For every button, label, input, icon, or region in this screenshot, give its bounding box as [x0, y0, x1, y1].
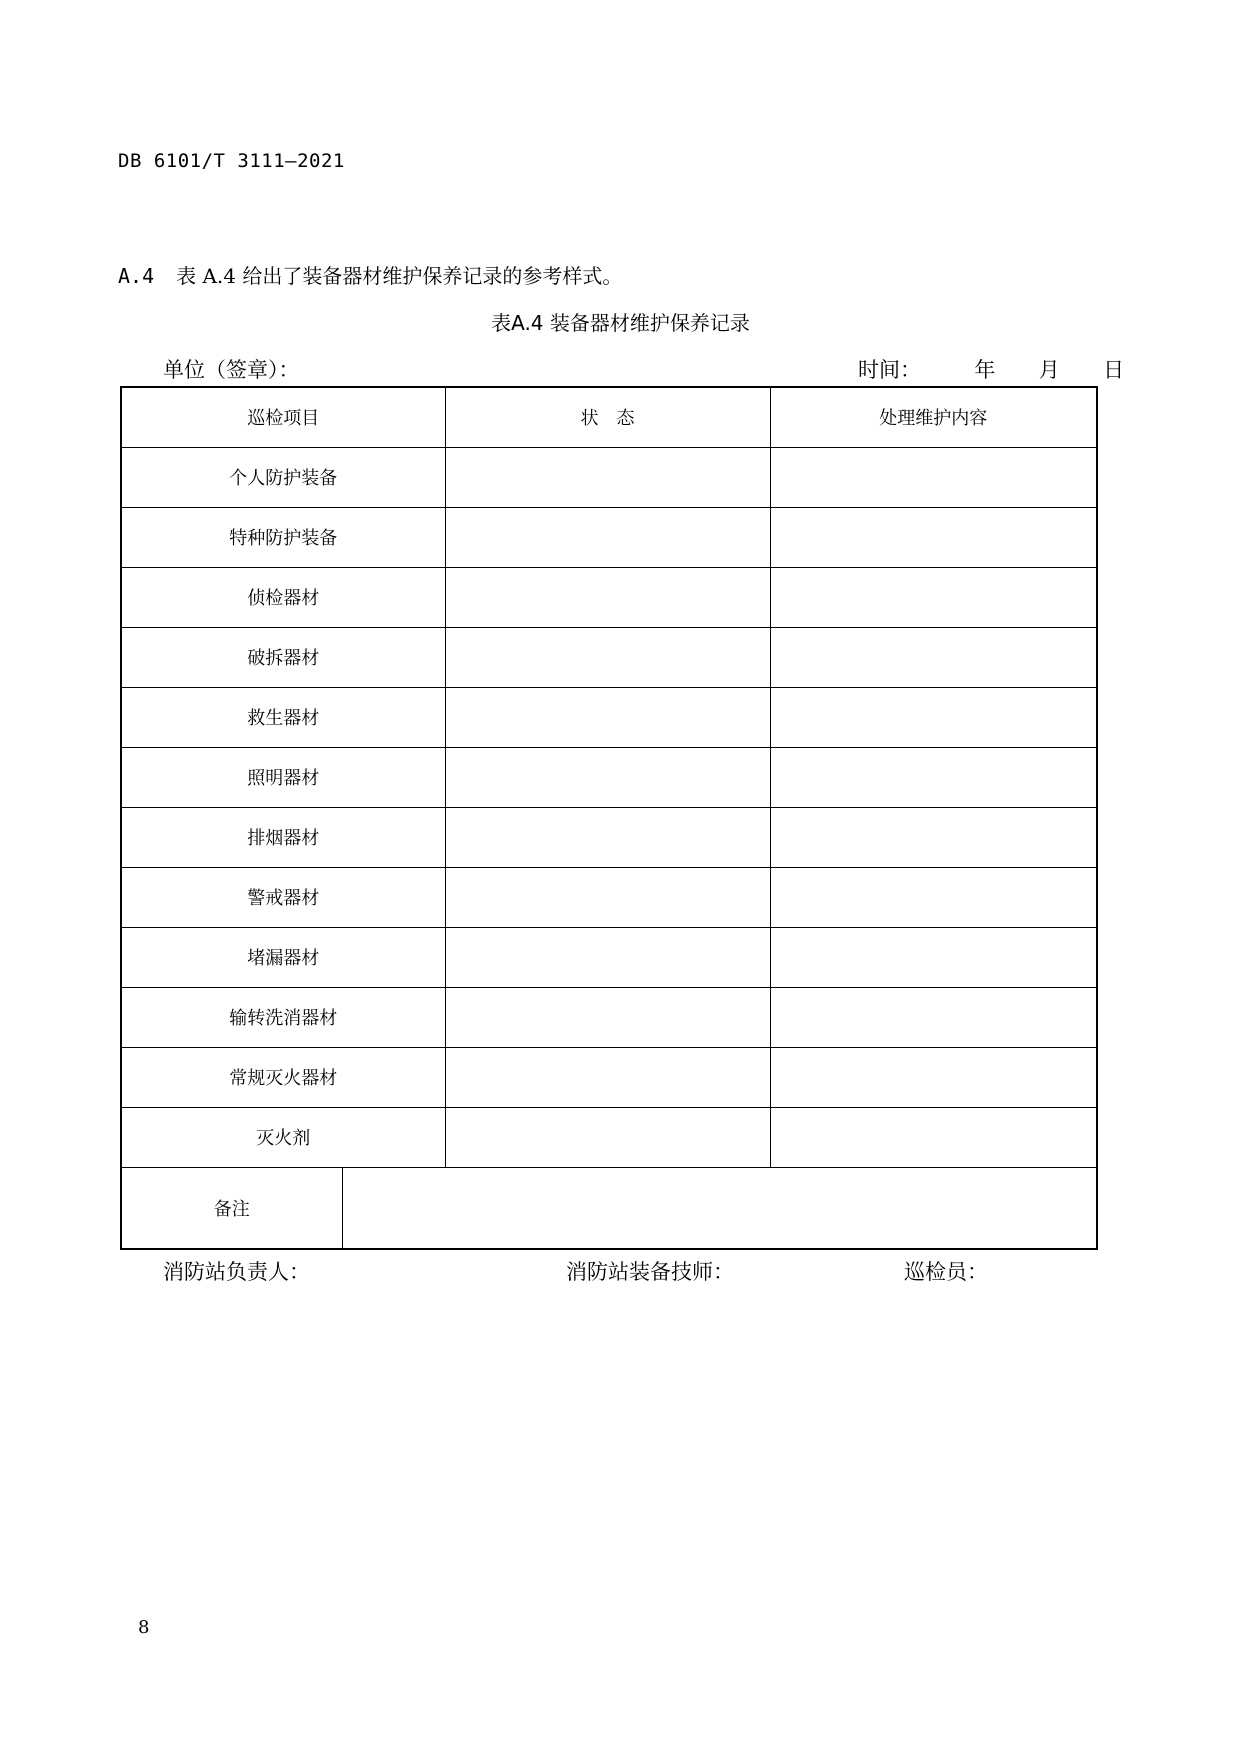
clause-paragraph: [118, 260, 622, 289]
inspector-label: 巡检员：: [904, 1260, 988, 1284]
status-cell[interactable]: [445, 1047, 770, 1107]
item-cell: 破拆器材: [121, 627, 445, 687]
status-cell[interactable]: [445, 507, 770, 567]
status-cell[interactable]: [445, 867, 770, 927]
table-row: [121, 807, 1097, 867]
status-cell[interactable]: [445, 447, 770, 507]
maintenance-cell[interactable]: [770, 747, 1097, 807]
maintenance-cell[interactable]: [770, 1047, 1097, 1107]
table-row: [121, 747, 1097, 807]
remark-cell[interactable]: [342, 1167, 1097, 1249]
maintenance-cell[interactable]: [770, 627, 1097, 687]
maintenance-cell[interactable]: [770, 507, 1097, 567]
item-cell: 灭火剂: [121, 1107, 445, 1167]
item-cell: 侦检器材: [121, 567, 445, 627]
day-label: 日: [1103, 358, 1125, 382]
table-row: [121, 1107, 1097, 1167]
status-cell[interactable]: [445, 627, 770, 687]
document-code: DB 6101/T 3111—2021: [118, 150, 345, 172]
item-cell: 堵漏器材: [121, 927, 445, 987]
month-label: 月: [1038, 358, 1060, 382]
unit-signature-label: 单位（签章）：: [163, 358, 300, 382]
table-title: 表A.4 装备器材维护保养记录: [491, 311, 750, 335]
header-maintenance-content: 处理维护内容: [770, 387, 1097, 447]
table-row: [121, 627, 1097, 687]
table-row: [121, 1047, 1097, 1107]
table-row: [121, 507, 1097, 567]
item-cell: 输转洗消器材: [121, 987, 445, 1047]
item-cell: 个人防护装备: [121, 447, 445, 507]
status-cell[interactable]: [445, 687, 770, 747]
status-cell[interactable]: [445, 987, 770, 1047]
table-row: [121, 567, 1097, 627]
status-cell[interactable]: [445, 567, 770, 627]
header-status: 状 态: [445, 387, 770, 447]
status-cell[interactable]: [445, 1107, 770, 1167]
table-row: [121, 447, 1097, 507]
table-row: [121, 687, 1097, 747]
header-inspection-item: 巡检项目: [121, 387, 445, 447]
maintenance-cell[interactable]: [770, 807, 1097, 867]
remark-row: [121, 1167, 1097, 1249]
date-line: [858, 354, 1124, 384]
status-cell[interactable]: [445, 807, 770, 867]
maintenance-cell[interactable]: [770, 447, 1097, 507]
maintenance-cell[interactable]: [770, 987, 1097, 1047]
remark-label: 备注: [121, 1167, 342, 1249]
maintenance-cell[interactable]: [770, 1107, 1097, 1167]
maintenance-cell[interactable]: [770, 927, 1097, 987]
table-row: [121, 927, 1097, 987]
page-number: 8: [138, 1617, 150, 1638]
clause-number: A.4: [118, 264, 155, 288]
station-head-label: 消防站负责人：: [163, 1260, 310, 1284]
technician-label: 消防站装备技师：: [566, 1260, 734, 1284]
table-row: [121, 987, 1097, 1047]
maintenance-cell[interactable]: [770, 867, 1097, 927]
table-row: [121, 867, 1097, 927]
clause-text: 表 A.4 给出了装备器材维护保养记录的参考样式。: [176, 264, 623, 288]
item-cell: 照明器材: [121, 747, 445, 807]
status-cell[interactable]: [445, 747, 770, 807]
year-label: 年: [974, 358, 996, 382]
maintenance-record-table: [120, 386, 1098, 1250]
item-cell: 特种防护装备: [121, 507, 445, 567]
table-header-row: [121, 387, 1097, 447]
signature-line: [163, 1256, 1093, 1286]
status-cell[interactable]: [445, 927, 770, 987]
item-cell: 常规灭火器材: [121, 1047, 445, 1107]
item-cell: 救生器材: [121, 687, 445, 747]
maintenance-cell[interactable]: [770, 567, 1097, 627]
maintenance-cell[interactable]: [770, 687, 1097, 747]
item-cell: 排烟器材: [121, 807, 445, 867]
item-cell: 警戒器材: [121, 867, 445, 927]
time-label: 时间：: [858, 358, 921, 382]
